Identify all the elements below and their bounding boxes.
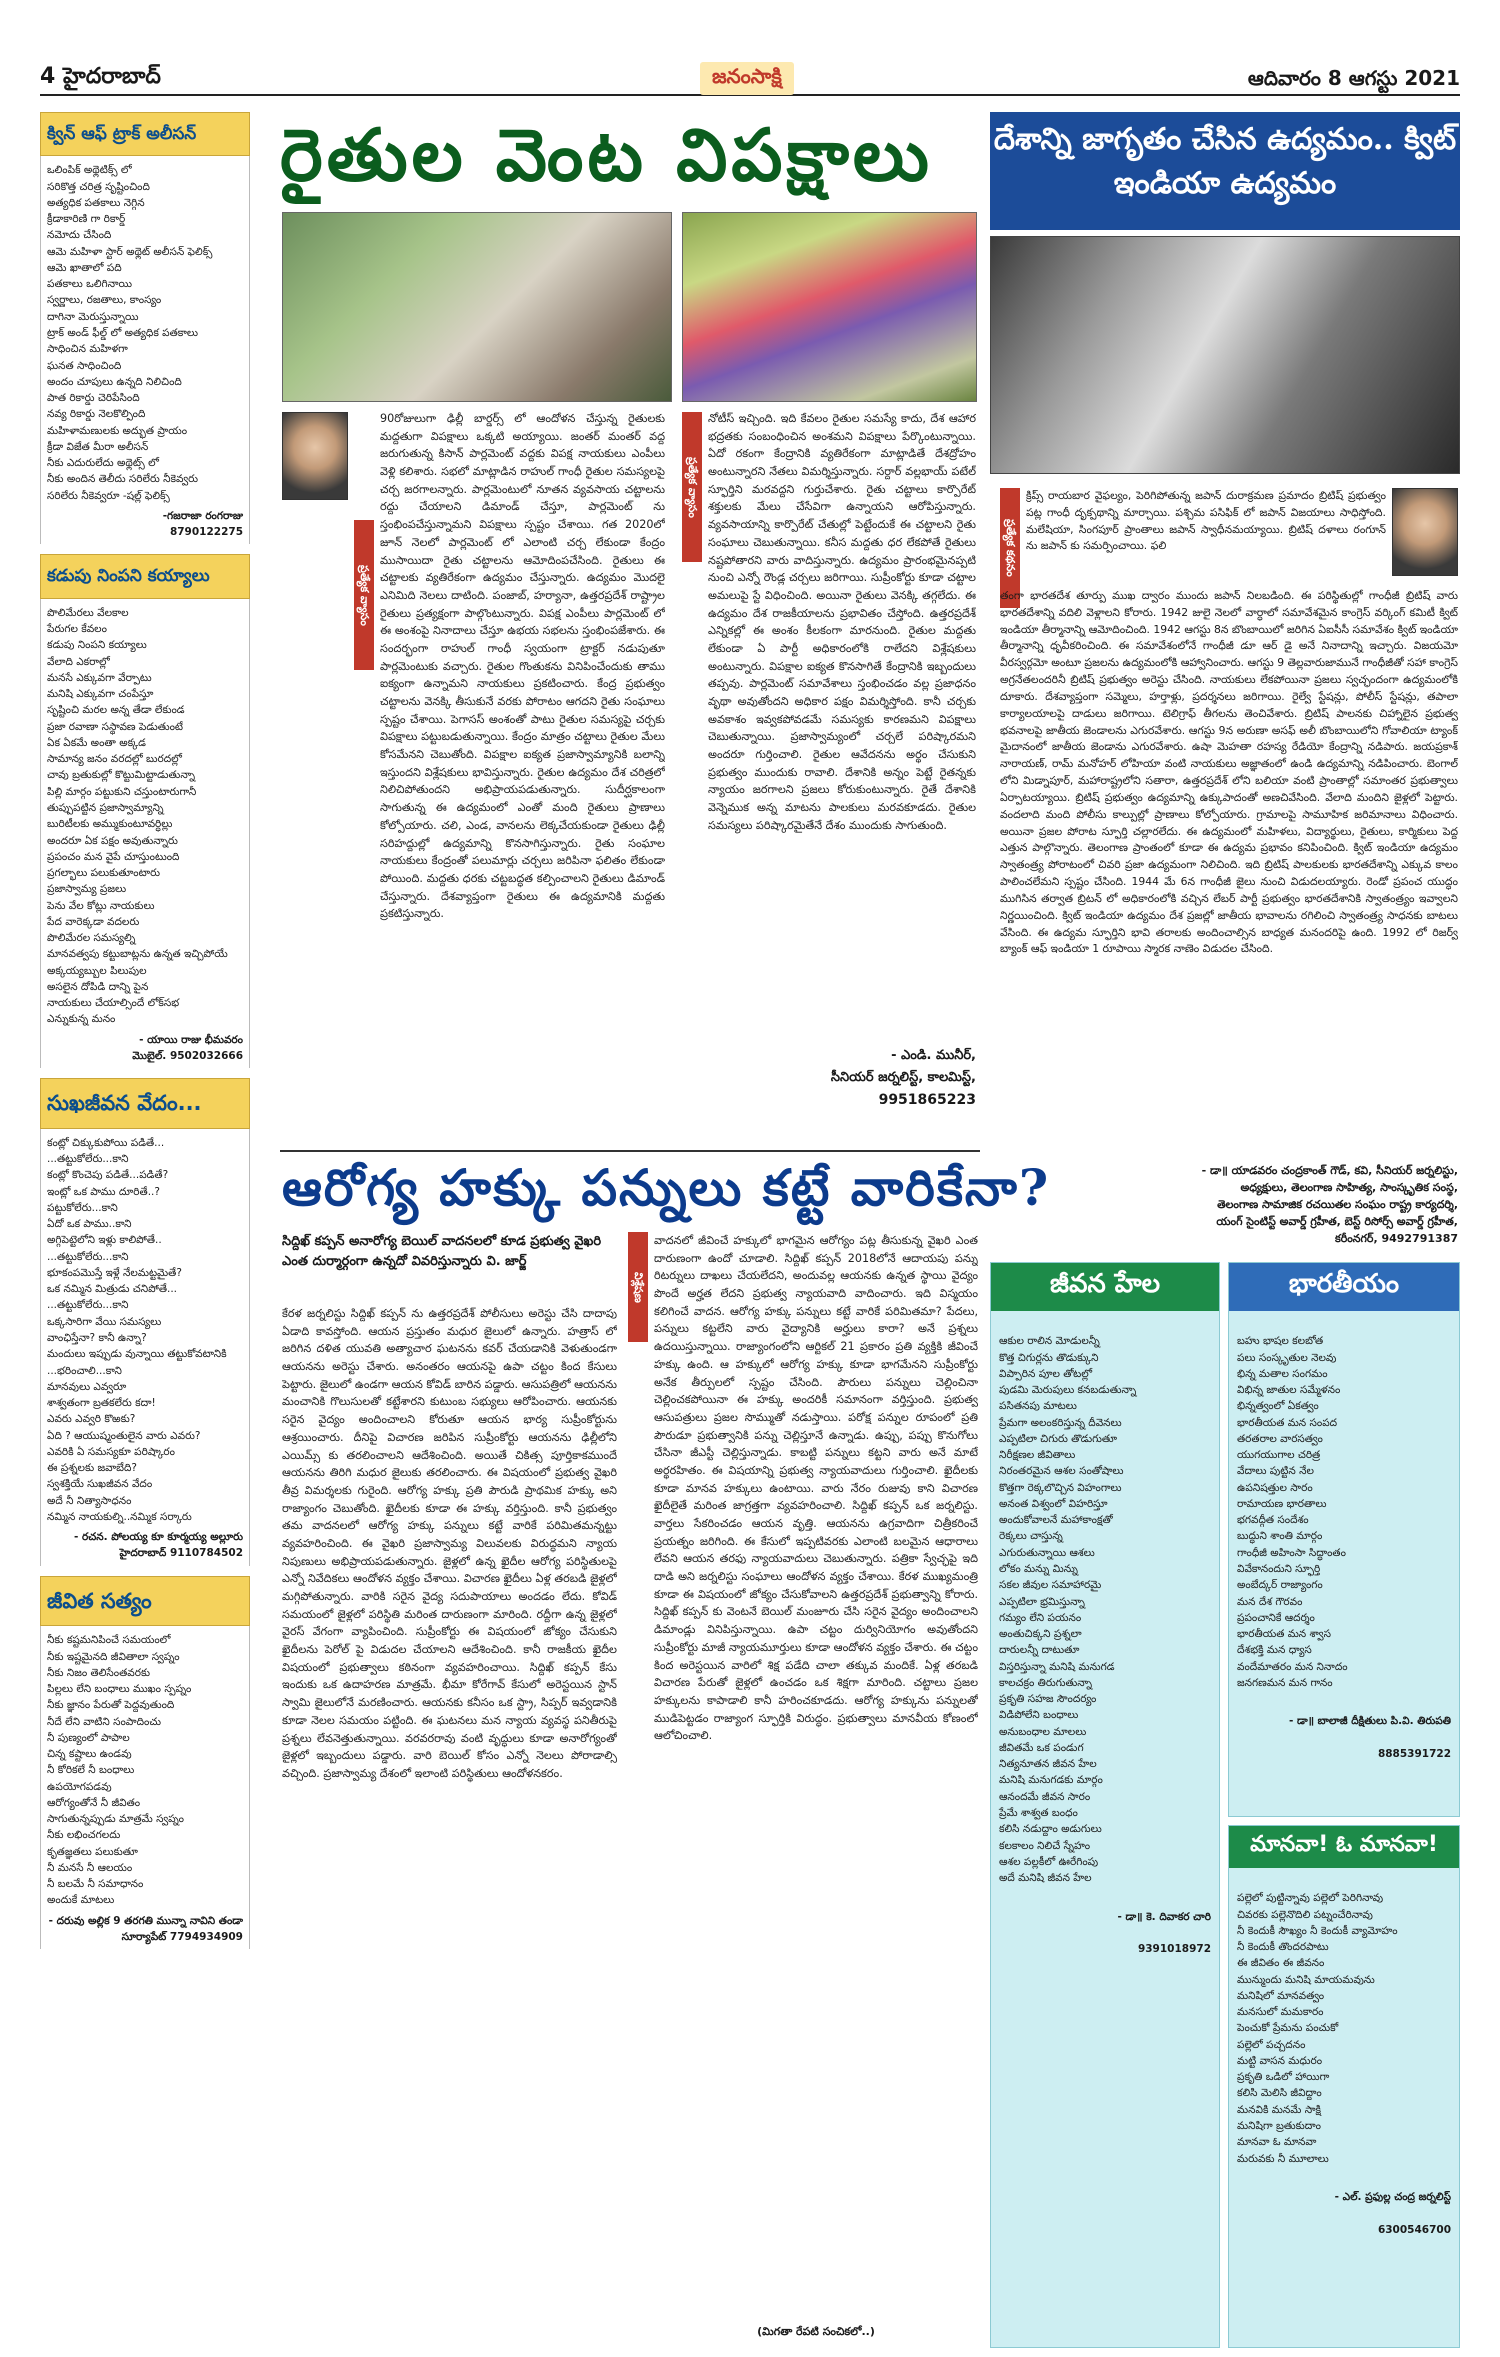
poem-lines: పల్లెలో పుట్టిన్నావు పల్లెలో పెరిగినావు చివరకు పల్లెనొదిలి పట్నంచేరినావు నీ కెందుకీ సౌఖ్యం నీ కెందుకీ వ్యామోహం నీ కెందుకీ తొందరపాటు ఈ జీవితం ఈ జీవనం మున్ముందు మనిషి మాయమవును మనిషిలో మానవత్వం మనసులో మమకారం పెంచుకో ప్రేమను పంచుకో పల్లెలో పచ్చదనం మట్టి వాసన మధురం ప్రకృతి ఒడిలో హాయిగా కలిసి మెలిసి జీవిద్దాం మనవికి మనమే సాక్షి మనిషిగా బ్రతుకుదాం మానవా ఓ మానవా మరువకు నీ మూలాలు (1237, 1892, 1398, 2165)
poem-author: - డా॥ బాలాజీ దీక్షితులు పి.వి. తిరుపతి (1289, 1715, 1451, 1728)
gandhi-photo (990, 236, 1460, 474)
quit-india-author-photo (1392, 488, 1458, 576)
article-title-farmers: రైతుల వెంట విపక్షాలు (280, 112, 933, 197)
poem-text (991, 1311, 1219, 1892)
box-title: మానవా! ఓ మానవా! (1229, 1826, 1459, 1868)
poem-lines: బహు భాషల కలబోత పలు సంస్కృతుల నెలవు భిన్న మతాల సంగమం విభిన్న జాతుల సమ్మేళనం భిన్నత్వంలో ఏకత్వం భారతీయత మన సంపద తరతరాల వారసత్వం యుగయుగాల చరిత్ర వేదాలు పుట్టిన నేల ఉపనిషత్తుల సారం రామాయణ భారతాలు భగవద్గీత సందేశం బుద్ధుని శాంతి మార్గం గాంధీజీ అహింసా సిద్ధాంతం వివేకానందుని స్ఫూర్తి అంబేద్కర్ రాజ్యాంగం మన దేశ గౌరవం ప్రపంచానికే ఆదర్శం భారతీయత మన శ్వాస దేశభక్తి మన ధ్యాస వందేమాతరం మన నినాదం జనగణమన మన గానం (1237, 1335, 1348, 1689)
quit-india-body-cont: తంగా భారతదేశ తూర్పు ముఖ ద్వారం ముందు జపాన్ నిలబడింది. ఈ పరిస్థితుల్లో గాంధీజీ బ్రిటిష్ వారు భారతదేశాన్ని వదిలి వెళ్లాలని కోరారు. 1942 జులై నెలలో వార్ధాలో సమావేశమైన కాంగ్రెస్ వర్కింగ్ కమిటీ క్విట్ ఇండియా తీర్మానాన్ని ఆమోదించింది. 1942 ఆగస్టు 8న బొంబాయిలో జరిగిన ఏఐసీసీ సమావేశం క్విట్ ఇండియా తీర్మానాన్ని ధృవీకరించింది. ఈ సమావేశంలోనే గాంధీజీ డూ ఆర్ డై అనే నినాదాన్ని ఇచ్చారు. విజయమో వీరస్వర్గమో అంటూ ప్రజలను ఉద్యమంలోకి ఆహ్వానించారు. ఆగస్టు 9 తెల్లవారుజామునే గాంధీజీతో సహా కాంగ్రెస్ అగ్రనేతలందరినీ బ్రిటిష్ ప్రభుత్వం అరెస్టు చేసింది. నాయకులు లేకపోయినా ప్రజలు స్వచ్ఛందంగా ఉద్యమంలోకి దూకారు. దేశవ్యాప్తంగా సమ్మెలు, హర్తాళ్లు, ప్రదర్శనలు జరిగాయి. రైల్వే స్టేషన్లు, పోలీస్ స్టేషన్లు, తపాలా కార్యాలయాలపై దాడులు జరిగాయి. టెలిగ్రాఫ్ తీగలను తెంచివేశారు. బ్రిటిష్ పాలనకు చిహ్నాలైన ప్రభుత్వ భవనాలపై జాతీయ జెండాలను ఎగురవేశారు. ఆగస్టు 9న అరుణా అసఫ్ అలీ బొంబాయిలోని గోవాలియా ట్యాంక్ మైదానంలో జాతీయ జెండాను ఎగురవేశారు. ఉషా మెహతా రహస్య రేడియో కేంద్రాన్ని నడిపారు. జయప్రకాశ్ నారాయణ్, రామ్ మనోహర్ లోహియా వంటి నాయకులు అజ్ఞాతంలో ఉండి ఉద్యమాన్ని నడిపించారు. బెంగాల్ లోని మిడ్నాపూర్, మహారాష్ట్రలోని సతారా, ఉత్తరప్రదేశ్ లోని బలియా వంటి ప్రాంతాల్లో సమాంతర ప్రభుత్వాలు ఏర్పాటయ్యాయి. బ్రిటిష్ ప్రభుత్వం ఉద్యమాన్ని ఉక్కుపాదంతో అణచివేసింది. వేలాది మందిని జైళ్లలో పెట్టారు. వందలాది మంది పోలీసు కాల్పుల్లో ప్రాణాలు కోల్పోయారు. గ్రామాలపై సామూహిక జరిమానాలు విధించారు. అయినా ప్రజల పోరాట స్ఫూర్తి చల్లారలేదు. ఈ ఉద్యమంలో మహిళలు, విద్యార్థులు, రైతులు, కార్మికులు పెద్ద ఎత్తున పాల్గొన్నారు. తెలంగాణ ప్రాంతంలో కూడా ఈ ఉద్యమ ప్రభావం కనిపించింది. క్విట్ ఇండియా ఉద్యమం స్వాతంత్ర్య పోరాటంలో చివరి ప్రజా ఉద్యమంగా నిలిచింది. ఇది బ్రిటిష్ పాలకులకు భారతదేశాన్ని ఎక్కువ కాలం పాలించలేమని స్పష్టం చేసింది. 1944 మే 6న గాంధీజీ జైలు నుంచి విడుదలయ్యారు. రెండో ప్రపంచ యుద్ధం ముగిసిన తర్వాత బ్రిటన్ లో అధికారంలోకి వచ్చిన లేబర్ పార్టీ ప్రభుత్వం భారతదేశానికి స్వాతంత్ర్యం ఇవ్వాలని నిర్ణయించింది. క్విట్ ఇండియా ఉద్యమం దేశ ప్రజల్లో జాతీయ భావాలను రగిలించి స్వాతంత్ర్య సాధనకు బాటలు వేసింది. ఈ ఉద్యమ స్ఫూర్తిని భావి తరాలకు అందించాల్సిన బాధ్యత మనందరిపై ఉంది. 1992 లో రిజర్వ్ బ్యాంక్ ఆఫ్ ఇండియా 1 రూపాయి స్మారక నాణెం విడుదల చేసింది. (1000, 589, 1458, 956)
poem-phone: 6300546700 (1377, 2223, 1451, 2236)
poem-phone: సూర్యాపేట్ 7794934909 (121, 1931, 243, 1944)
poem-signature (1229, 2173, 1459, 2260)
poem-title-empty-stomach: కడుపు నింపని కయ్యాలు (40, 554, 250, 598)
article-body-col1: 90రోజులుగా ఢిల్లీ బార్డర్స్ లో ఆందోళన చేస్తున్న రైతులకు మద్దతుగా విపక్షాలు ఒక్కటి అయ్యాయి. జంతర్ మంతర్ వద్ద జరుగుతున్న కిసాన్ పార్లమెంట్ వద్దకు విపక్ష నాయకులు ఎంపీలు వెళ్లి కలిశారు. సభలో మాట్లాడిన రాహుల్ గాంధీ రైతుల సమస్యలపై చర్చ జరగాలన్నారు. పార్లమెంటులో నూతన వ్యవసాయ చట్టాలను రద్దు చేయాలని డిమాండ్ చేస్తూ, పార్లమెంట్ ను స్తంభింపచేస్తున్నామని విపక్షాలు స్పష్టం చేశాయి. గత 2020లో జూన్ నెలలో పార్లమెంట్ లో ఎలాంటి చర్చ లేకుండా కేంద్రం ముసాయిదా రైతు చట్టాలను ఆమోదింపచేసింది. రైతులు ఈ చట్టాలకు వ్యతిరేకంగా ఉద్యమం చేస్తున్నారు. ఉద్యమం మొదలై ఎనిమిది నెలలు దాటింది. పంజాబ్, హర్యానా, ఉత్తరప్రదేశ్ రాష్ట్రాల రైతులు ప్రత్యక్షంగా పాల్గొంటున్నారు. విపక్ష ఎంపీలు పార్లమెంట్ లో ఈ అంశంపై నినాదాలు చేస్తూ ఉభయ సభలను స్తంభింపజేశారు. ఈ సందర్భంగా రాహుల్ గాంధీ స్వయంగా ట్రాక్టర్ నడుపుతూ పార్లమెంటుకు వచ్చారు. రైతుల గొంతుకను వినిపించేందుకు తాము ఐక్యంగా ఉన్నామని నాయకులు ప్రకటించారు. కేంద్ర ప్రభుత్వం చట్టాలను వెనక్కి తీసుకునే వరకు పోరాటం ఆగదని రైతు సంఘాలు స్పష్టం చేశాయి. పెగాసస్ అంశంతో పాటు రైతుల సమస్యపై చర్చకు విపక్షాలు పట్టుబడుతున్నాయి. కేంద్రం మాత్రం చట్టాలు రైతుల మేలు కోసమేనని చెబుతోంది. విపక్షాల ఐక్యత ప్రజాస్వామ్యానికి బలాన్ని ఇస్తుందని విశ్లేషకులు భావిస్తున్నారు. రైతుల ఉద్యమం దేశ చరిత్రలో నిలిచిపోతుందని అభిప్రాయపడుతున్నారు. సుదీర్ఘకాలంగా సాగుతున్న ఈ ఉద్యమంలో ఎంతో మంది రైతులు ప్రాణాలు కోల్పోయారు. చలి, ఎండ, వానలను లెక్కచేయకుండా రైతులు ఢిల్లీ సరిహద్దుల్లో ఉద్యమాన్ని కొనసాగిస్తున్నారు. రైతు సంఘాల నాయకులు కేంద్రంతో పలుమార్లు చర్చలు జరిపినా ఫలితం లేకుండా పోయింది. మద్దతు ధరకు చట్టబద్ధత కల్పించాలని రైతులు డిమాండ్ చేస్తున్నారు. దేశవ్యాప్తంగా రైతులు ఈ ఉద్యమానికి మద్దతు ప్రకటిస్తున్నారు. (380, 412, 665, 921)
article-author: - ఎండి. మునీర్, (891, 1048, 976, 1063)
poem-title-life-truth: జీవిత సత్యం (40, 1576, 250, 1627)
author-photo (282, 412, 348, 500)
poem-author: - యాయి రాజు భీమవరం (139, 1033, 243, 1046)
article-intro: సిద్దిఖ్ కప్పన్ అనారోగ్య బెయిల్ వాదనలలో కూడ ప్రభుత్వ వైఖరి ఎంత దుర్మార్గంగా ఉన్నదో వివరిస్తున్నారు వి. జార్జ్ (282, 1234, 602, 1269)
quit-india-tag: ప్రత్యేక కథనం (1000, 488, 1020, 608)
poem-signature (991, 1892, 1219, 1979)
article-author-role: సీనియర్ జర్నలిస్ట్, కాలమిస్ట్, (830, 1070, 976, 1085)
page-number: 4 హైదరాబాద్ (40, 64, 161, 89)
health-body-col2: వాదనలో జీవించే హక్కులో భాగమైన ఆరోగ్యం పట్ల తీసుకున్న వైఖరి ఎంత దారుణంగా ఉందో చూడాలి. సిద్దిఖ్ కప్పన్ 2018లోనే ఆదాయపు పన్ను రిటర్నులు దాఖలు చేయలేదని, అందువల్ల ఆయనకు ఉన్నత స్థాయి వైద్యం పొందే అర్హత లేదని ప్రభుత్వ న్యాయవాది వాదించారు. ఇది విస్మయం కలిగించే వాదన. ఆరోగ్య హక్కు పన్నులు కట్టే వారికే పరిమితమా? పేదలు, పన్నులు కట్టలేని వారు వైద్యానికి అర్హులు కారా? అనే ప్రశ్నలు ఉదయిస్తున్నాయి. రాజ్యాంగంలోని ఆర్టికల్ 21 ప్రకారం ప్రతి వ్యక్తికి జీవించే హక్కు ఉంది. ఆ హక్కులో ఆరోగ్య హక్కు కూడా భాగమేనని సుప్రీంకోర్టు అనేక తీర్పులలో స్పష్టం చేసింది. పౌరులు పన్నులు చెల్లించినా చెల్లించకపోయినా ఈ హక్కు అందరికీ సమానంగా వర్తిస్తుంది. ప్రభుత్వ ఆసుపత్రులు ప్రజల సొమ్ముతో నడుస్తాయి. పరోక్ష పన్నుల రూపంలో ప్రతి పౌరుడూ ప్రభుత్వానికి పన్ను చెల్లిస్తూనే ఉన్నాడు. ఉప్పు, పప్పు కొనుగోలు చేసినా జీఎస్టీ చెల్లిస్తున్నాడు. కాబట్టి పన్నులు కట్టని వారు అనే మాటే అర్థరహితం. ఈ విషయాన్ని ప్రభుత్వ న్యాయవాదులు గుర్తించాలి. ఖైదీలకు కూడా మానవ హక్కులు ఉంటాయి. వారు నేరం రుజువు కాని విచారణ ఖైదీలైతే మరింత జాగ్రత్తగా వ్యవహరించాలి. సిద్దిఖ్ కప్పన్ ఒక జర్నలిస్టు. వార్తలు సేకరించడం ఆయన వృత్తి. ఆయనను ఉగ్రవాదిగా చిత్రీకరించే ప్రయత్నం జరిగింది. ఈ కేసులో ఇప్పటివరకు ఎలాంటి బలమైన ఆధారాలు లేవని ఆయన తరఫు న్యాయవాదులు చెబుతున్నారు. పత్రికా స్వేచ్ఛపై ఇది దాడి అని జర్నలిస్టు సంఘాలు ఆందోళన వ్యక్తం చేశాయి. కేరళ ముఖ్యమంత్రి కూడా ఈ విషయంలో జోక్యం చేసుకోవాలని ఉత్తరప్రదేశ్ ప్రభుత్వాన్ని కోరారు. సిద్దిఖ్ కప్పన్ కు వెంటనే బెయిల్ మంజూరు చేసి సరైన వైద్యం అందించాలని డిమాండ్లు వినిపిస్తున్నాయి. ఉపా చట్టం దుర్వినియోగం అవుతోందని సుప్రీంకోర్టు మాజీ న్యాయమూర్తులు కూడా ఆందోళన వ్యక్తం చేశారు. ఈ చట్టం కింద అరెస్టయిన వారిలో శిక్ష పడేది చాలా తక్కువ మందికే. ఏళ్ల తరబడి విచారణ పేరుతో జైళ్లలో ఉంచడం ఒక శిక్షగా మారింది. చట్టాలు ప్రజల హక్కులను కాపాడాలి కానీ హరించకూడదు. ఆరోగ్య హక్కును పన్నులతో ముడిపెట్టడం రాజ్యాంగ స్ఫూర్తికి విరుద్ధం. ప్రభుత్వాలు మానవీయ కోణంలో ఆలోచించాలి. (654, 1234, 978, 1743)
poem-text: కంట్లో చిక్కుకుపోయి పడితే... ...తట్టుకోలేరు...కాని కంట్లో కొంచెపు పడితే...పడితే? ఇంట్లో ఒక పాము దూరితే..? పట్టుకోలేరు...కాని ఏదో ఒక పాము..కాని అగ్గిపెట్టెలోని ఇళ్లు కాలిపోతే.. ...తట్టుకోలేరు...కాని భూకంపమొస్తే ఇళ్లే నేలమట్టమైతే? ఒక నమ్మిన మిత్రుడు చనిపోతే... ...తట్టుకోలేరు...కాని ఒక్కసారిగా వేయి సమస్యలు వాంఛిస్తేనా? కానీ ఉన్నా? మందులు ఇప్పుడు వున్నాయి తట్టుకోవటానికి ...భరించాలి...కాని మానవులు ఎవ్వరూ శాశ్వతంగా బ్రతకలేరు కదా! ఎవరు ఎవ్వరి కొఱకు? ఏది ? ఆయుష్మంతులైన వారు ఎవరు? ఎవరికి ఏ సమస్యకూ పరిష్కారం ఈ ప్రశ్నలకు జవాబేది? స్వశక్తియే సుఖజీవన వేదం అదే నీ నిత్యాసాధనం నమ్మిన నాయకుల్ని..నమ్మిక సర్కారు (47, 1136, 227, 1523)
poem-lines: ఆకుల రాలిన మోడులన్నీ కొత్త చిగుర్లను తొడుక్కుని విప్పారిన పూల తోటల్లో పుడమి మెరుపులు కనబడుతున్నా పసితనపు మాటలు ప్రేమగా అలంకరిస్తున్న దీవెనలు ఎప్పటిలా చిగురు తొడుగుతూ నిరీక్షణల జీవితాలు నిరంతరమైన ఆశల సంతోషాలు కొత్తగా రెక్కలొచ్చిన విహంగాలు అనంత విశ్వంలో విహరిస్తూ అందుకోవాలనే మహాకాంక్షతో రెక్కలు చాస్తున్న ఎగురుతున్నాయి ఆశలు లోకం మన్ను మిన్ను సకల జీవుల సమాహారమై ఎప్పటిలా భ్రమిస్తున్నా గమ్యం లేని పయనం అంతుచిక్కని ప్రశ్నలా దారులన్నీ దాటుతూ విస్తరిస్తున్నా మనిషి మనుగడ కాలచక్రం తిరుగుతున్నా ప్రకృతి సహజ సౌందర్యం విడిపోలేని బంధాలు అనుబంధాల మాలలు జీవితమే ఒక పండుగ నిత్యనూతన జీవన హేల మనిషి మనుగడకు మార్గం ఆనందమే జీవన సారం ప్రేమే శాశ్వత బంధం కలిసి నడుద్దాం అడుగులు కలకాలం నిలిచే స్నేహం ఆశల పల్లకీలో ఊరేగింపు అదే మనిషి జీవన హేల (999, 1335, 1137, 1885)
poem-phone: 8885391722 (1377, 1747, 1451, 1760)
poem-box-jeevana-hela (990, 1262, 1220, 2348)
box-title: భారతీయం (1229, 1263, 1459, 1311)
newspaper-logo: జనంసాక్షి (700, 62, 794, 95)
poem-empty-stomach (40, 599, 250, 1068)
health-body-col1: కేరళ జర్నలిస్టు సిద్దిఖ్ కప్పన్ ను ఉత్తరప్రదేశ్ పోలీసులు అరెస్టు చేసి దాదాపు ఏడాది కావస్తోంది. ఆయన ప్రస్తుతం మధుర జైలులో ఉన్నారు. హత్రాస్ లో జరిగిన దళిత యువతి అత్యాచార ఘటనను కవర్ చేయడానికి వెళుతుండగా ఆయనను అరెస్టు చేశారు. అనంతరం ఆయనపై ఉపా చట్టం కింద కేసులు పెట్టారు. జైలులో ఉండగా ఆయన కోవిడ్ బారిన పడ్డారు. ఆసుపత్రిలో ఆయనను మంచానికి గొలుసులతో కట్టేశారని కుటుంబ సభ్యులు ఆరోపించారు. ఆయనకు సరైన వైద్యం అందించాలని కోరుతూ ఆయన భార్య సుప్రీంకోర్టును ఆశ్రయించారు. దీనిపై విచారణ జరిపిన సుప్రీంకోర్టు ఆయనను ఢిల్లీలోని ఎయిమ్స్ కు తరలించాలని ఆదేశించింది. అయితే చికిత్స పూర్తికాకముందే ఆయనను తిరిగి మధుర జైలుకు తరలించారు. ఈ విషయంలో ప్రభుత్వ వైఖరి తీవ్ర విమర్శలకు గురైంది. ఆరోగ్య హక్కు ప్రతి పౌరుడి ప్రాథమిక హక్కు అని రాజ్యాంగం చెబుతోంది. ఖైదీలకు కూడా ఈ హక్కు వర్తిస్తుంది. కానీ ప్రభుత్వం తమ వాదనలలో ఆరోగ్య హక్కు పన్నులు కట్టే వారికే పరిమితమన్నట్టు వ్యవహరించింది. ఈ వైఖరి ప్రజాస్వామ్య విలువలకు విరుద్ధమని న్యాయ నిపుణులు అభిప్రాయపడుతున్నారు. జైళ్లలో ఉన్న ఖైదీల ఆరోగ్య పరిస్థితులపై ఎన్నో నివేదికలు ఆందోళన వ్యక్తం చేశాయి. విచారణ ఖైదీలు ఏళ్ల తరబడి జైళ్లలో మగ్గిపోతున్నారు. వారికి సరైన వైద్య సదుపాయాలు అందడం లేదు. కోవిడ్ సమయంలో జైళ్లలో పరిస్థితి మరింత దారుణంగా మారింది. రద్దీగా ఉన్న జైళ్లలో వైరస్ వేగంగా వ్యాపించింది. సుప్రీంకోర్టు ఈ విషయంలో జోక్యం చేసుకుని ఖైదీలను పెరోల్ పై విడుదల చేయాలని ఆదేశించింది. కానీ రాజకీయ ఖైదీల విషయంలో ప్రభుత్వాలు కఠినంగా వ్యవహరించాయి. సిద్దిఖ్ కప్పన్ కేసు ఇందుకు ఒక ఉదాహరణ మాత్రమే. భీమా కోరేగావ్ కేసులో అరెస్టయిన స్టాన్ స్వామి జైలులోనే మరణించారు. ఆయనకు కనీసం ఒక స్ట్రా, సిప్పర్ ఇవ్వడానికి కూడా నెలల సమయం పట్టింది. ఈ ఘటనలు మన న్యాయ వ్యవస్థ పనితీరుపై ప్రశ్నలు లేవనెత్తుతున్నాయి. వరవరరావు వంటి వృద్ధులు కూడా అనారోగ్యంతో జైళ్లలో ఇబ్బందులు పడ్డారు. వారి బెయిల్ కోసం ఎన్నో నెలలు పోరాడాల్సి వచ్చింది. ప్రజాస్వామ్య దేశంలో ఇలాంటి పరిస్థితులు ఆందోళనకరం. (282, 1307, 617, 1780)
poem-text: పొలిమేరలు వేలకాల పేరుగల కేవలం కడుపు నింపని కయ్యాలు వేలాది ఎకరాల్లో మనసే ఎక్కువగా వేర్పాటు మనిషి ఎక్కువగా చంపేస్తూ సృష్టించి మరల అన్న తేడా లేకుండ ప్రజా రవాణా సస్థావణ పెడుతుంటే ఏక ఏకమే అంతా అక్కడ సామాన్య జనం వరదల్లో బురదల్లో చావు బ్రతుకుల్లో కొట్టుమిట్టాడుతున్నా పిల్లి మార్గం పట్టుకుని చస్తుంటారుగానీ తుప్పుపట్టిన ప్రజాస్వామ్యాన్ని బురిటీలకు అమ్ముకుంటూవర్ధిల్లు అందరూ ఏక పక్షం అవుతున్నారు ప్రపంచం మన వైపే చూస్తుంటుంది ప్రగల్భాలు పలుకుతూంటారు ప్రజాస్వామ్య ప్రజలు పెను వేల కోట్లు నాయకులు పేద వారెక్కడా వదలరు పొలిమేరల సమస్యల్ని మానవత్వపు కట్టుబాట్లను ఉన్నత ఇచ్చిపోయే అక్కయ్యబ్బుల పిలుపుల అసలైన దోపిడి దాన్ని పైన నాయకులు చేయాల్సిందే లోక్‌సభ ఎన్నుకున్న మనం (47, 606, 228, 1026)
poem-happy-life (40, 1129, 250, 1566)
poem-phone: మొబైల్. 9502032666 (132, 1049, 243, 1062)
poem-box-manava (1228, 1825, 1460, 2348)
health-article-tag: విశ్లేషణ (628, 1232, 648, 1342)
opposition-protest-photo (282, 212, 672, 402)
poem-author: - రచన. పోలయ్య కూ కూర్మయ్య అల్లూరు (74, 1531, 243, 1544)
women-protest-photo (682, 212, 977, 402)
poem-text (1229, 1868, 1459, 2173)
continued-note: (మిగతా రేపటి సంచికలో..) (757, 2325, 875, 2338)
poem-text: నీకు కష్టమనిపించే సమయంలో నీకు ఇష్టమైనది జీవితాలా స్వప్నం నీకు నిజం తెలిసేంతవరకు పిల్లలు లేని బంధాలు ముఖం స్పప్నం నీకు జ్ఞానం పేరుతో పెద్దవుతుంది నీదే లేని వాటిని సంపాదించు నీ పుణ్యంలో పాపాల చిన్న కష్టాలు ఉండవు నీ కోరికలే నీ బంధాలు ఉపయోగపడవు ఆరోగ్యంతోనే నీ జీవితం సాగుతున్నప్పుడు మాత్రమే స్వప్నం నీకు లభించగలదు కృతజ్ఞతలు పలుకుతూ నీ మనసే నీ ఆలయం నీ బలమే నీ సమాధానం అందుకే మాటలు (47, 1634, 192, 1907)
column-rule (280, 1150, 980, 1152)
box-title: జీవన హేల (991, 1263, 1219, 1311)
article-author-phone: 9951865223 (878, 1092, 976, 1108)
article-tag: ప్రత్యేక వ్యాసం (354, 520, 374, 670)
article-body-col2: నోటీస్ ఇచ్చింది. ఇది కేవలం రైతుల సమస్యే కాదు, దేశ ఆహార భద్రతకు సంబంధించిన అంశమని విపక్షాలు పేర్కొంటున్నాయి. ఏదో రకంగా కేంద్రానికి వ్యతిరేకంగా మాట్లాడితే దేశద్రోహం అంటున్నారని నేతలు విమర్శిస్తున్నారు. సర్దార్ వల్లభాయ్ పటేల్ స్ఫూర్తిని మరవద్దని గుర్తుచేశారు. రైతు చట్టాలు కార్పొరేట్ శక్తులకు మేలు చేసేవిగా ఉన్నాయని ఆరోపిస్తున్నారు. వ్యవసాయాన్ని కార్పొరేట్ చేతుల్లో పెట్టేందుకే ఈ చట్టాలని రైతు సంఘాలు చెబుతున్నాయి. కనీస మద్దతు ధర లేకపోతే రైతులు నష్టపోతారని వారు వాదిస్తున్నారు. ఉద్యమం ప్రారంభమైనప్పటి నుంచి ఎన్నో రౌండ్ల చర్చలు జరిగాయి. సుప్రీంకోర్టు కూడా చట్టాల అమలుపై స్టే విధించింది. అయినా రైతులు వెనక్కి తగ్గలేదు. ఈ ఉద్యమం దేశ రాజకీయాలను ప్రభావితం చేస్తోంది. ఉత్తరప్రదేశ్ ఎన్నికల్లో ఈ అంశం కీలకంగా మారనుంది. రైతుల మద్దతు లేకుండా ఏ పార్టీ అధికారంలోకి రాలేదని విశ్లేషకులు అంటున్నారు. విపక్షాల ఐక్యత కొనసాగితే కేంద్రానికి ఇబ్బందులు తప్పవు. పార్లమెంట్ సమావేశాలు స్తంభించడం వల్ల ప్రజాధనం వృథా అవుతోందని అధికార పక్షం విమర్శిస్తోంది. కానీ చర్చకు అవకాశం ఇవ్వకపోవడమే సమస్యకు కారణమని విపక్షాలు చెబుతున్నాయి. ప్రజాస్వామ్యంలో చర్చలే పరిష్కారమని అందరూ గుర్తించాలి. రైతుల ఆవేదనను అర్థం చేసుకుని ప్రభుత్వం ముందుకు రావాలి. దేశానికి అన్నం పెట్టే రైతన్నకు న్యాయం జరగాలని ప్రజలు కోరుకుంటున్నారు. రైతే దేశానికి వెన్నెముక అన్న మాటను పాలకులు మరవకూడదు. రైతుల సమస్యలు పరిష్కారమైతేనే దేశం ముందుకు సాగుతుంది. (708, 412, 976, 832)
article-title-health: ఆరోగ్య హక్కు పన్నులు కట్టే వారికేనా? (282, 1158, 1051, 1217)
poem-queen-of-track (40, 156, 250, 544)
poem-author: - డా॥ కె. దివాకర చారి (1117, 1910, 1211, 1923)
article-tag-2: ప్రత్యేక వ్యాసం (682, 412, 702, 562)
poem-signature (1229, 1697, 1459, 1784)
poem-box-bharatiyam (1228, 1262, 1460, 1817)
poem-phone: 8790122275 (169, 526, 243, 539)
poem-title-queen-of-track: క్విన్ ఆఫ్ ట్రాక్ అలీసన్ (40, 112, 250, 156)
poem-phone: 9391018972 (1137, 1943, 1211, 1956)
poem-text (1229, 1311, 1459, 1697)
poem-phone: హైదరాబాద్ 9110784502 (119, 1547, 243, 1560)
left-column (40, 112, 250, 2348)
quit-india-credit: - డా॥ యాడవరం చంద్రకాంత్ గౌడ్, కవి, సీనియర్ జర్నలిస్టు, అధ్యక్షులు, తెలంగాణ సాహిత్య, సాంస్కృతిక సంస్థ, తెలంగాణ సామాజిక రచయితల సంఘం రాష్ట్ర కార్యదర్శి, యంగ్ సైంటిస్ట్ అవార్డ్ గ్రహీత, బెస్ట్ రిసోర్స్ అవార్డ్ గ్రహీత, కరీంనగర్, 9492791387 (1201, 1164, 1458, 1246)
poem-title-happy-life: సుఖజీవన వేదం... (40, 1078, 250, 1129)
page-header (40, 62, 1460, 96)
poem-text: ఒలింపిక్ అథ్లెటిక్స్ లో సరికొత్త చరిత్ర సృష్టించింది అత్యధిక పతకాలు నెగ్గిన క్రీడాకారిణి గా రికార్డ్ నమోదు చేసింది ఆమె మహిళా స్టార్ అథ్లెట్ అలీసన్ ఫెలిక్స్ ఆమె ఖాతాలో పది పతకాలు ఒలిగినాయి స్వర్ణాలు, రజతాలు, కాంస్యం దాగినా మెరుస్తున్నాయి ట్రాక్ అండ్ ఫీల్డ్ లో అత్యధిక పతకాలు సాధించిన మహిళగా ఘనత సాధించింది అందం చూపులు ఉన్నది నిలిచింది పాత రికార్డు చెరిపేసింది నవ్య రికార్డు నెలకొల్పింది మహిళామణులకు అద్భుత ప్రాయం క్రీడా విజేత మీరా అలీసన్ నీకు ఎదురులేదు అథ్లెట్స్ లో నీకు అందిన తెలీదు సరిలేరు నీకెవ్వరు సరిలేరు నీకెవ్వరూ -షల్ల్ ఫెలిక్స్ (47, 164, 213, 502)
poem-author: -గజరాజా రంగరాజు (162, 509, 243, 522)
quit-india-body: క్రిప్స్ రాయబార వైఫల్యం, పెరిగిపోతున్న జపాన్ దురాక్రమణ ప్రమాదం బ్రిటిష్ ప్రభుత్వం పట్ల గాంధీ దృక్పథాన్ని మార్చాయి. పశ్చిమ పసిఫిక్ లో జపాన్ విజయాలు సాధిస్తోంది. మలేషియా, సింగపూర్ ప్రాంతాలు జపాన్ స్వాధీనమయ్యాయి. బ్రిటిష్ దళాలు రంగూన్ ను జపాన్ కు సమర్పించాయి. ఫలి (1026, 489, 1386, 553)
poem-life-truth (40, 1626, 250, 1949)
issue-date: ఆదివారం 8 ఆగస్టు 2021 (1247, 66, 1460, 90)
article-title-quit-india: దేశాన్ని జాగృతం చేసిన ఉద్యమం.. క్విట్ ఇండియా ఉద్యమం (990, 112, 1460, 230)
poem-author: - ఎల్. ప్రఫుల్ల చంద్ర జర్నలిస్ట్ (1334, 2191, 1451, 2204)
poem-author: - దరువు అల్లిక 9 తరగతి మున్నా నావిని తండా (48, 1914, 243, 1927)
